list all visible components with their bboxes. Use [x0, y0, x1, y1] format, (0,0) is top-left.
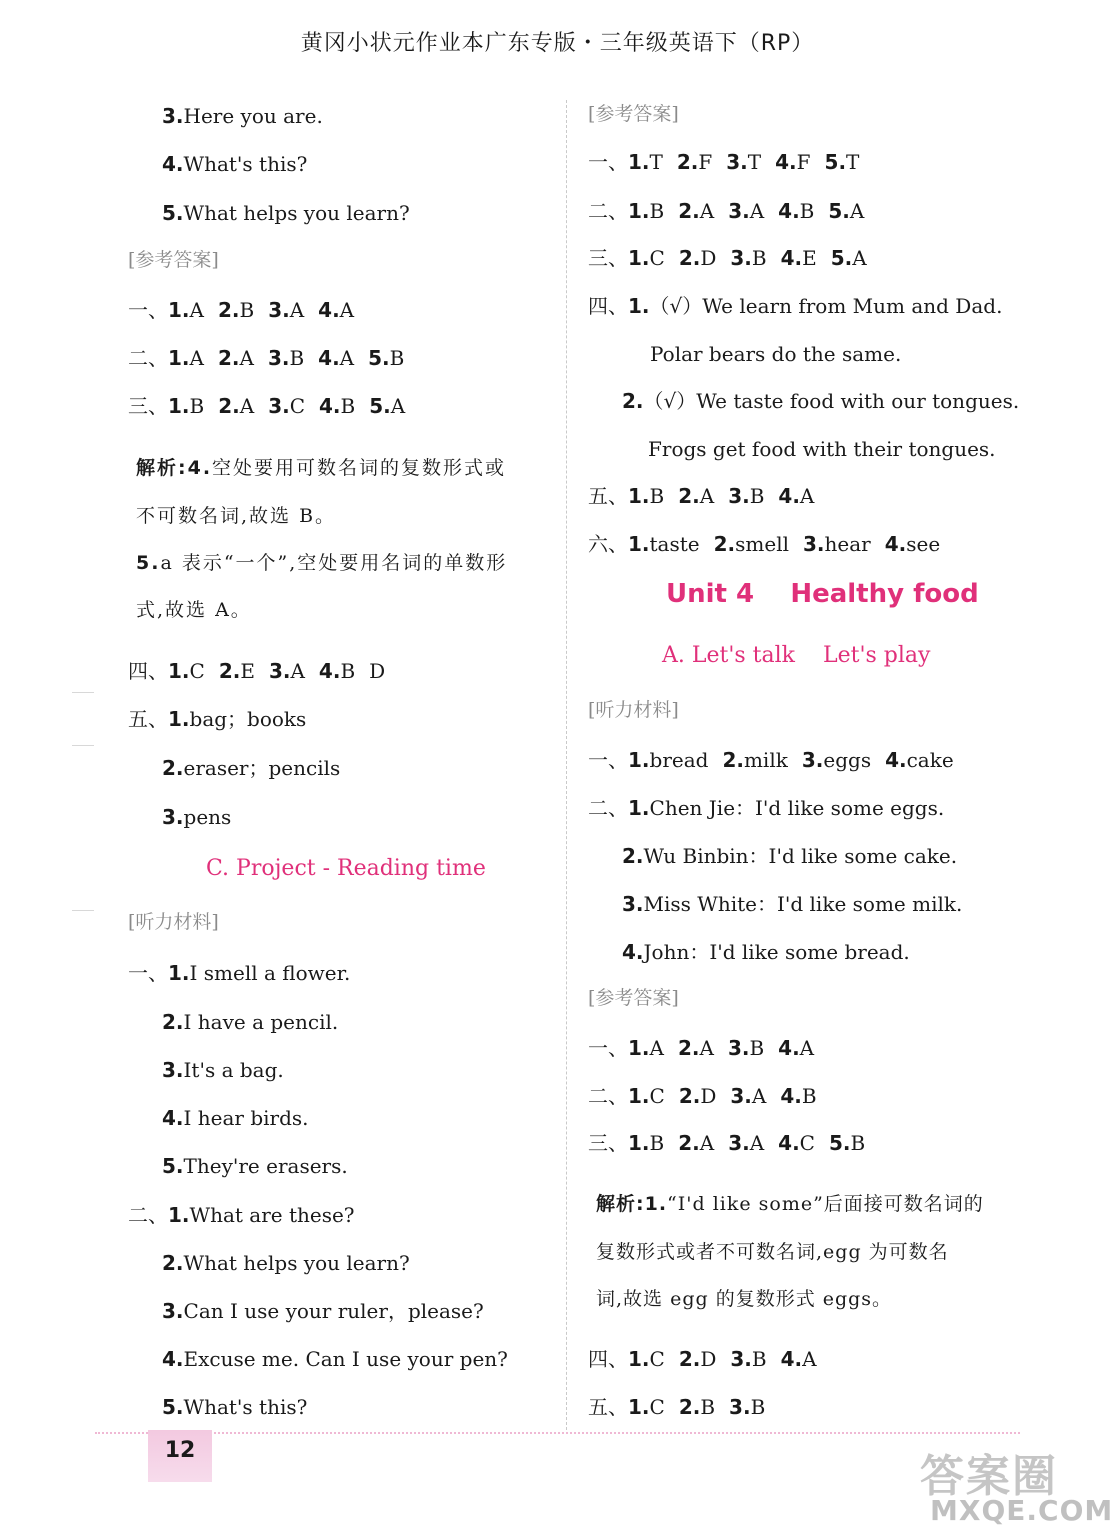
answer-row: 四、1.（√）We learn from Mum and Dad. — [588, 294, 1003, 318]
explanation-line: 解析:4.空处要用可数名词的复数形式或 — [136, 457, 507, 479]
answer-key-tag: [参考答案] — [588, 103, 679, 125]
answer-row: 二、1.A 2.A 3.B 4.A 5.B — [128, 346, 405, 370]
explanation-line: 5.a 表示“一个”,空处要用名词的单数形 — [136, 552, 508, 574]
question-line: 4.What's this? — [162, 152, 308, 176]
answer-row: 三、1.B 2.A 3.A 4.C 5.B — [588, 1131, 866, 1155]
listening-line: 2.I have a pencil. — [162, 1010, 339, 1034]
listening-line: 3.Miss White：I'd like some milk. — [622, 892, 963, 916]
answer-row: 2.（√）We taste food with our tongues. — [622, 389, 1020, 413]
answer-row: 四、1.C 2.E 3.A 4.B D — [128, 659, 386, 683]
answer-key-tag: [参考答案] — [128, 249, 219, 271]
section-title: A. Let's talk Let's play — [662, 643, 931, 668]
answer-row: 一、1.T 2.F 3.T 4.F 5.T — [588, 150, 860, 174]
answer-key-tag: [参考答案] — [588, 987, 679, 1009]
answer-row: 2.eraser；pencils — [162, 756, 341, 780]
listening-line: 3.It's a bag. — [162, 1058, 284, 1082]
answer-row: 六、1.taste 2.smell 3.hear 4.see — [588, 532, 941, 556]
watermark — [920, 1440, 1114, 1532]
page-header: 黄冈小状元作业本广东专版・三年级英语下（RP） — [300, 31, 815, 56]
column-divider — [566, 100, 567, 1430]
page-number: 12 — [164, 1438, 196, 1463]
answer-row: 三、1.C 2.D 3.B 4.E 5.A — [588, 246, 867, 270]
listening-line: 4.I hear birds. — [162, 1106, 309, 1130]
answer-row: 三、1.B 2.A 3.C 4.B 5.A — [128, 394, 406, 418]
explanation-line: 复数形式或者不可数名词,egg 为可数名 — [596, 1241, 949, 1263]
listening-line: 一、1.bread 2.milk 3.eggs 4.cake — [588, 748, 954, 772]
answer-row: 五、1.bag；books — [128, 707, 307, 731]
answer-row: 二、1.C 2.D 3.A 4.B — [588, 1084, 817, 1108]
margin-mark — [72, 745, 94, 746]
answer-row: 四、1.C 2.D 3.B 4.A — [588, 1347, 817, 1371]
watermark-logo-text: 答案圈 — [920, 1451, 1058, 1502]
watermark-url: MXQE.COM — [930, 1494, 1114, 1527]
answer-row: 一、1.A 2.A 3.B 4.A — [588, 1036, 815, 1060]
section-title: C. Project - Reading time — [206, 856, 486, 881]
answer-row: 五、1.C 2.B 3.B — [588, 1395, 766, 1419]
answer-row: 五、1.B 2.A 3.B 4.A — [588, 484, 815, 508]
answer-row: 一、1.A 2.B 3.A 4.A — [128, 298, 355, 322]
listening-line: 2.What helps you learn? — [162, 1251, 410, 1275]
listening-line: 2.Wu Binbin：I'd like some cake. — [622, 844, 958, 868]
page-number-badge — [148, 1430, 212, 1482]
margin-mark — [72, 910, 94, 911]
answer-row: 3.pens — [162, 805, 232, 829]
listening-material-tag: [听力材料] — [128, 911, 219, 933]
answer-row: Polar bears do the same. — [650, 342, 902, 366]
explanation-line: 解析:1.“I'd like some”后面接可数名词的 — [596, 1193, 984, 1215]
answer-row: Frogs get food with their tongues. — [648, 437, 996, 461]
question-line: 5.What helps you learn? — [162, 201, 410, 225]
listening-line: 二、1.What are these? — [128, 1203, 355, 1227]
unit-title: Unit 4 Healthy food — [666, 579, 979, 609]
explanation-line: 词,故选 egg 的复数形式 eggs。 — [596, 1288, 893, 1310]
footer-rule — [95, 1432, 1020, 1434]
listening-line: 4.John：I'd like some bread. — [622, 940, 910, 964]
explanation-line: 式,故选 A。 — [136, 599, 252, 621]
listening-line: 一、1.I smell a flower. — [128, 961, 351, 985]
listening-material-tag: [听力材料] — [588, 699, 679, 721]
listening-line: 4.Excuse me. Can I use your pen? — [162, 1347, 508, 1371]
listening-line: 5.What's this? — [162, 1395, 308, 1419]
question-line: 3.Here you are. — [162, 104, 323, 128]
listening-line: 3.Can I use your ruler，please? — [162, 1299, 484, 1323]
explanation-line: 不可数名词,故选 B。 — [136, 505, 337, 527]
listening-line: 二、1.Chen Jie：I'd like some eggs. — [588, 796, 945, 820]
answer-row: 二、1.B 2.A 3.A 4.B 5.A — [588, 199, 865, 223]
margin-mark — [72, 692, 94, 693]
listening-line: 5.They're erasers. — [162, 1154, 348, 1178]
